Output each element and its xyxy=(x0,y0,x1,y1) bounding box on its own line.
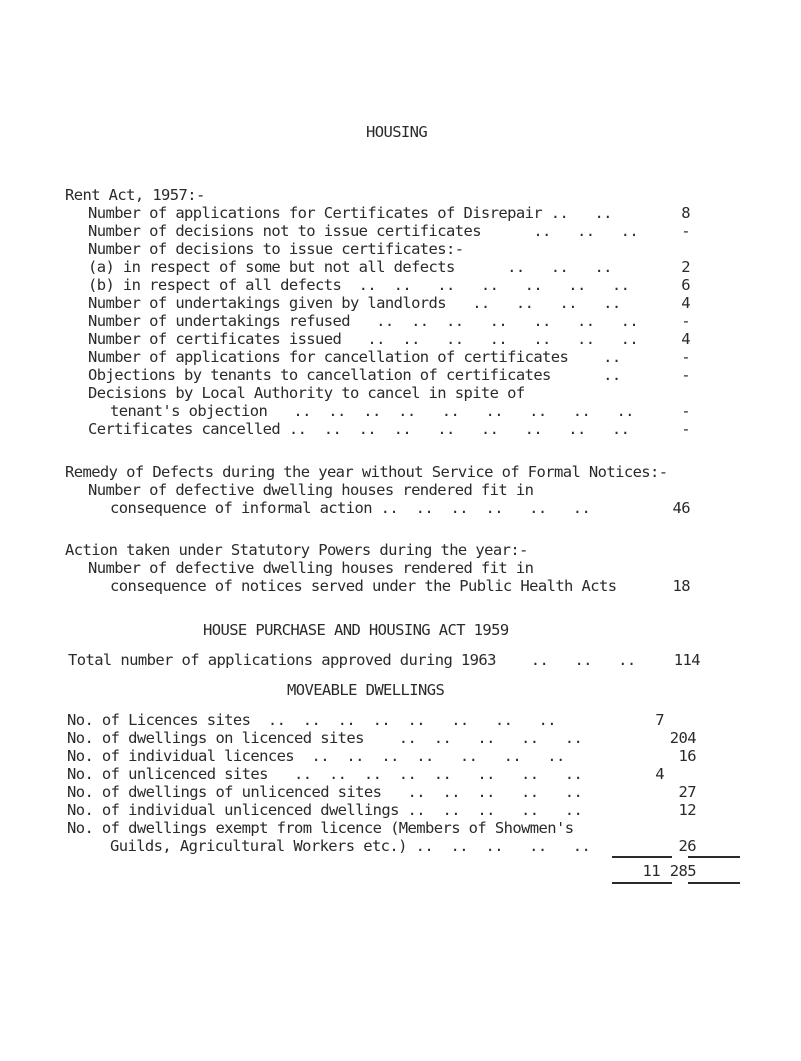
rent-act-row-value: 6 xyxy=(681,276,690,294)
total-underline-col2 xyxy=(688,882,740,884)
moveable-row-label: No. of dwellings of unlicenced sites .. .. .. .. .. xyxy=(67,783,583,801)
moveable-total-col1: 11 xyxy=(642,862,660,880)
rent-act-row-value: - xyxy=(681,420,690,438)
moveable-row-label: No. of Licences sites .. .. .. .. .. .. .. .. xyxy=(67,711,556,729)
action-heading: Action taken under Statutory Powers during the year:- xyxy=(65,541,528,559)
remedy-line: Number of defective dwelling houses rendered fit in xyxy=(88,481,534,499)
total-rule-col2 xyxy=(688,856,740,858)
total-underline-col1 xyxy=(612,882,672,884)
rent-act-row-value: 4 xyxy=(681,294,690,312)
rent-act-row-value: - xyxy=(681,402,690,420)
rent-act-row-value: - xyxy=(681,222,690,240)
rent-act-heading: Rent Act, 1957:- xyxy=(65,186,205,204)
rent-act-row-value: - xyxy=(681,312,690,330)
rent-act-row-label: Number of undertakings given by landlords .. .. .. .. xyxy=(88,294,621,312)
total-rule-col1 xyxy=(612,856,672,858)
house-purchase-heading: HOUSE PURCHASE AND HOUSING ACT 1959 xyxy=(203,621,509,639)
moveable-row-label: No. of unlicenced sites .. .. .. .. .. .. .. .. xyxy=(67,765,583,783)
action-value: 18 xyxy=(672,577,690,595)
remedy-line: consequence of informal action .. .. .. .. .. .. xyxy=(110,499,591,517)
rent-act-row-value: 4 xyxy=(681,330,690,348)
rent-act-row-label: Number of undertakings refused .. .. .. .. .. .. .. xyxy=(88,312,639,330)
moveable-row-label: No. of dwellings on licenced sites .. .. .. .. .. xyxy=(67,729,583,747)
moveable-row-col1: 7 xyxy=(655,711,664,729)
rent-act-row-label: Number of certificates issued .. .. .. .. .. .. .. xyxy=(88,330,639,348)
rent-act-row-label: (b) in respect of all defects .. .. .. .. .. .. .. xyxy=(88,276,630,294)
moveable-row-label: No. of individual unlicenced dwellings .. .. .. .. .. xyxy=(67,801,583,819)
rent-act-row-value: 8 xyxy=(681,204,690,222)
moveable-heading: MOVEABLE DWELLINGS xyxy=(287,681,445,699)
moveable-row-col2: 26 xyxy=(678,837,696,855)
moveable-row-col2: 204 xyxy=(669,729,696,747)
action-line: Number of defective dwelling houses rendered fit in xyxy=(88,559,534,577)
moveable-row-col1: 4 xyxy=(655,765,664,783)
moveable-row-col2: 27 xyxy=(678,783,696,801)
rent-act-row-label: Number of decisions not to issue certificates .. .. .. xyxy=(88,222,639,240)
house-purchase-value: 114 xyxy=(673,651,700,669)
moveable-row-label: No. of dwellings exempt from licence (Members of Showmen's xyxy=(67,819,574,837)
rent-act-row-label: Number of decisions to issue certificates:- xyxy=(88,240,464,258)
rent-act-row-label: Decisions by Local Authority to cancel in spite of xyxy=(88,384,525,402)
rent-act-row-label: tenant's objection .. .. .. .. .. .. .. .. .. xyxy=(110,402,634,420)
action-line: consequence of notices served under the Public Health Acts xyxy=(110,577,617,595)
rent-act-row-label: (a) in respect of some but not all defects .. .. .. xyxy=(88,258,612,276)
rent-act-row-label: Number of applications for cancellation of certificates .. xyxy=(88,348,621,366)
rent-act-row-label: Certificates cancelled .. .. .. .. .. .. .. .. .. xyxy=(88,420,630,438)
rent-act-row-value: - xyxy=(681,348,690,366)
rent-act-row-label: Number of applications for Certificates of Disrepair .. .. xyxy=(88,204,612,222)
rent-act-row-value: - xyxy=(681,366,690,384)
page-title: HOUSING xyxy=(366,123,428,141)
moveable-row-label: Guilds, Agricultural Workers etc.) .. .. .. .. .. xyxy=(110,837,591,855)
house-purchase-line: Total number of applications approved during 1963 .. .. .. xyxy=(68,651,636,669)
moveable-row-col2: 12 xyxy=(678,801,696,819)
remedy-value: 46 xyxy=(672,499,690,517)
rent-act-row-value: 2 xyxy=(681,258,690,276)
moveable-total-col2: 285 xyxy=(669,862,696,880)
remedy-heading: Remedy of Defects during the year without Service of Formal Notices:- xyxy=(65,463,668,481)
moveable-row-col2: 16 xyxy=(678,747,696,765)
rent-act-row-label: Objections by tenants to cancellation of certificates .. xyxy=(88,366,621,384)
moveable-row-label: No. of individual licences .. .. .. .. .. .. .. xyxy=(67,747,565,765)
